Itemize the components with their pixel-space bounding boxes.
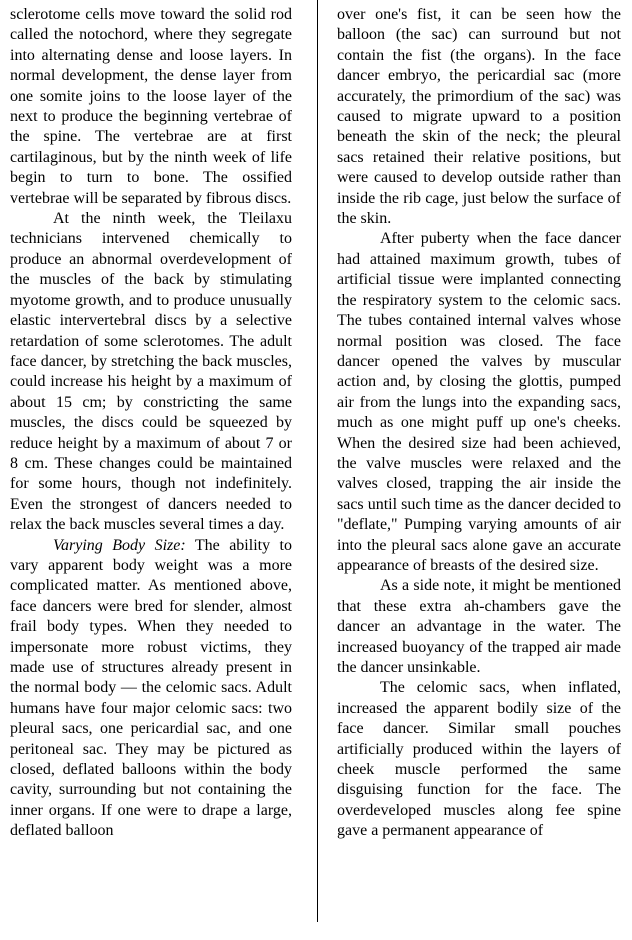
text-run: As a side note, it might be mentioned that these extra ah-chambers gave the dancer an advantage in the water. The increased buoyancy of the trapped air made the dancer unsinkable. <box>337 577 621 676</box>
paragraph <box>10 536 292 842</box>
paragraph <box>337 229 621 576</box>
text-run: sclerotome cells move toward the solid rod called the notochord, where they segregate into alternating dense and loose layers. In normal development, the dense layer from one somite joins to the loose layer of the next to produce the beginning vertebrae of the spine. The vertebrae are at first cartilaginous, but by the ninth week of life begin to turn to bone. The ossified vertebrae will be separated by fibrous discs. <box>10 6 292 207</box>
paragraph <box>10 5 292 209</box>
text-run: over one's fist, it can be seen how the balloon (the sac) can surround but not contain the fist (the organs). In the face dancer embryo, the pericardial sac (more accurately, the primordium of the sac) was caused to migrate upward to a position beneath the skin of the neck; the pleural sacs retained their relative positions, but were caused to develop outside rather than inside the rib cage, just below the surface of the skin. <box>337 6 621 228</box>
text-run: At the ninth week, the Tleilaxu technicians intervened chemically to produce an abnormal overdevelopment of the muscles of the back by stimulating myotome growth, and to produce unusually elastic intervertebral discs by a selective retardation of some sclerotomes. The adult face dancer, by stretching the back muscles, could increase his height by a maximum of about 15 cm; by constricting the same muscles, the discs could be squeezed by reduce height by a maximum of about 7 or 8 cm. These changes could be maintained for some hours, though not indefinitely. Even the strongest of dancers needed to relax the back muscles several times a day. <box>10 210 292 534</box>
text-column-right <box>337 5 621 842</box>
text-run: The ability to vary apparent body weight was a more complicated matter. As mentioned above, face dancers were bred for slender, almost frail body types. When they needed to impersonate more robust victims, they made use of structures already present in the normal body — the celomic sacs. Adult humans have four major celomic sacs: two pleural sacs, one pericardial sac, and one peritoneal sac. They may be pictured as closed, deflated balloons within the body cavity, surrounding but not containing the inner organs. If one were to drape a large, deflated balloon <box>10 536 292 840</box>
text-run: After puberty when the face dancer had attained maximum growth, tubes of artificial tissue were implanted connecting the respiratory system to the celomic sacs. The tubes contained internal valves whose normal position was closed. The face dancer opened the valves by muscular action and, by closing the glottis, pumped air from the lungs into the expanding sacs, much as one might puff up one's cheeks. When the desired size had been achieved, the valve muscles were relaxed and the valves closed, trapping the air inside the sacs until such time as the dancer decided to "deflate," Pumping varying amounts of air into the pleural sacs alone gave an accurate appearance of breasts of the desired size. <box>337 230 621 574</box>
text-run: The celomic sacs, when inflated, increased the apparent bodily size of the face dancer. Similar small pouches artificially produced within the layers of cheek muscle performed the same disguising function for the face. The overdeveloped muscles along fee spine gave a permanent appearance of <box>337 679 621 840</box>
paragraph <box>10 209 292 536</box>
paragraph <box>337 5 621 229</box>
italic-text-run: Varying Body Size: <box>53 536 186 554</box>
paragraph <box>337 678 621 841</box>
paragraph <box>337 576 621 678</box>
text-column-left <box>10 5 292 842</box>
column-divider <box>317 0 318 922</box>
